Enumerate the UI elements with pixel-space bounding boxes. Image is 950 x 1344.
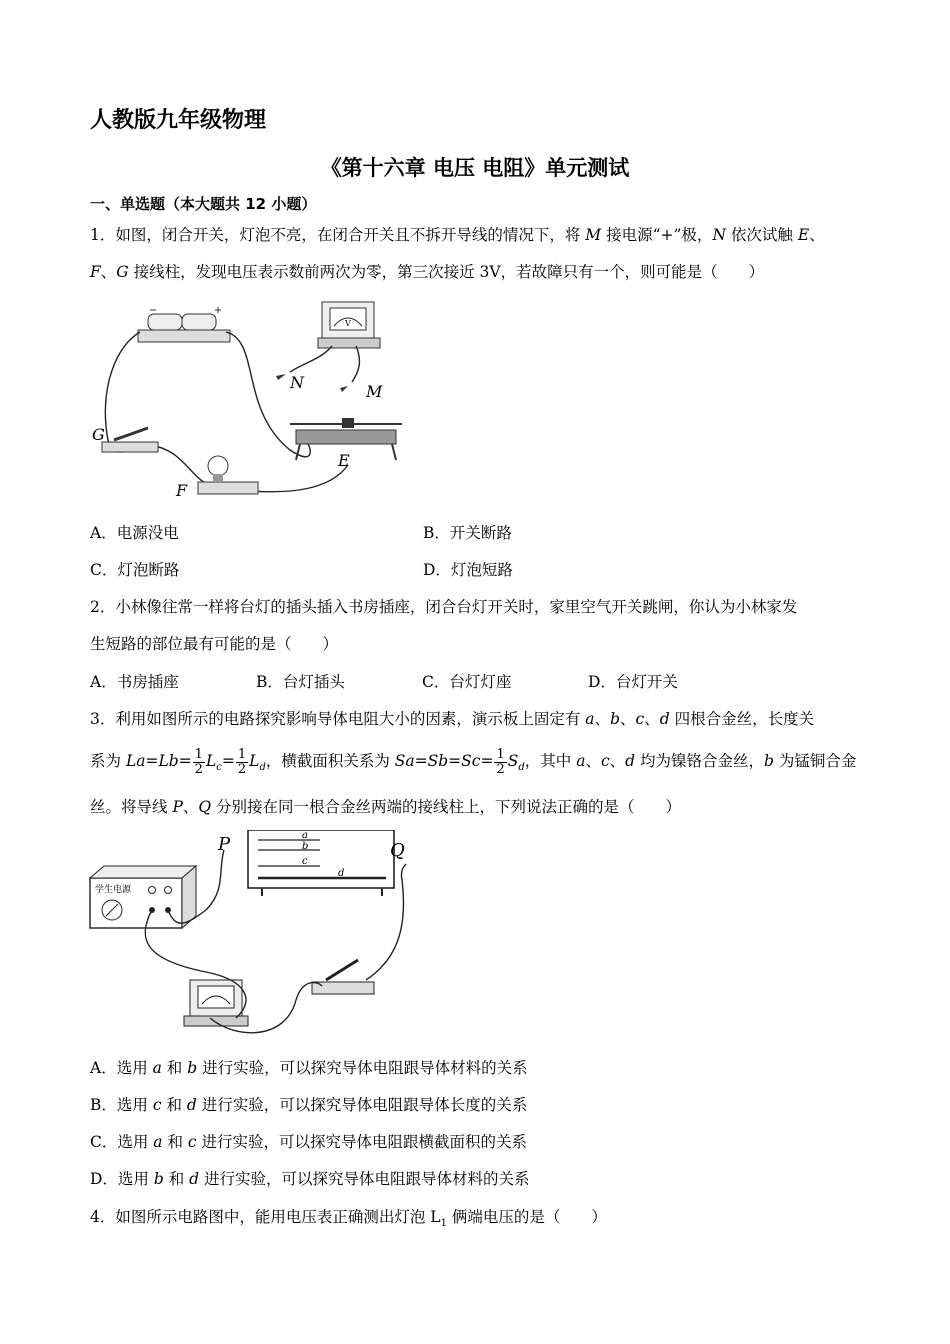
q1-line2: F、G 接线柱，发现电压表示数前两次为零，第三次接近 3V，若故障只有一个，则可能是（ ） <box>90 263 765 281</box>
q2-option-a: A．书房插座 <box>90 673 179 691</box>
battery-icon <box>138 307 230 342</box>
switch-icon <box>312 960 374 994</box>
probe-m-icon <box>340 386 348 392</box>
bulb-icon <box>198 456 258 494</box>
q3-line3: 丝。将导线 P、Q 分别接在同一根合金丝两端的接线柱上，下列说法正确的是（ ） <box>90 798 682 816</box>
q2-option-d: D．台灯开关 <box>588 673 678 691</box>
svg-text:b: b <box>302 841 309 852</box>
voltmeter-icon <box>318 302 380 348</box>
svg-text:Q: Q <box>390 840 405 861</box>
q1-option-a: A．电源没电 <box>90 524 179 542</box>
probe-n-icon <box>276 374 286 380</box>
q1-circuit-figure <box>90 300 420 510</box>
q3-circuit-figure <box>86 830 426 1052</box>
q3-option-b: B．选用 c 和 d 进行实验，可以探究导体电阻跟导体长度的关系 <box>90 1096 528 1114</box>
section-heading: 一、单选题（本大题共 12 小题） <box>90 195 317 213</box>
q1-option-d: D．灯泡短路 <box>423 561 513 579</box>
q2-option-b: B．台灯插头 <box>256 673 345 691</box>
svg-text:N: N <box>290 373 304 392</box>
ammeter-icon <box>184 980 248 1026</box>
svg-text:P: P <box>218 834 231 855</box>
svg-text:学生电源: 学生电源 <box>95 885 132 895</box>
svg-text:a: a <box>302 830 308 841</box>
q1-line1: 1．如图，闭合开关，灯泡不亮，在闭合开关且不拆开导线的情况下，将 M 接电源“+”极，N 依次试触 E、 <box>90 226 825 244</box>
q2-line1: 2．小林像往常一样将台灯的插头插入书房插座，闭合台灯开关时，家里空气开关跳闸，你认为小林家发 <box>90 598 798 616</box>
q2-option-c: C．台灯灯座 <box>422 673 512 691</box>
power-supply-icon <box>90 866 196 928</box>
switch-icon <box>102 428 158 452</box>
svg-text:d: d <box>338 868 345 879</box>
q3-option-a: A．选用 a 和 b 进行实验，可以探究导体电阻跟导体材料的关系 <box>90 1059 528 1077</box>
q2-line2: 生短路的部位最有可能的是（ ） <box>90 635 339 653</box>
demo-board-icon <box>248 830 394 896</box>
subject-heading: 人教版九年级物理 <box>90 108 267 133</box>
svg-text:F: F <box>176 481 188 500</box>
svg-text:c: c <box>302 856 308 867</box>
q3-option-d: D．选用 b 和 d 进行实验，可以探究导体电阻跟导体材料的关系 <box>90 1170 530 1188</box>
svg-text:G: G <box>92 425 105 444</box>
q3-line1: 3．利用如图所示的电路探究影响导体电阻大小的因素，演示板上固定有 a、b、c、d 四根合金丝，长度关 <box>90 710 815 728</box>
q4-line1: 4．如图所示电路图中，能用电压表正确测出灯泡 $L_1$ 俩端电压的是（ ） <box>90 1208 607 1230</box>
svg-text:E: E <box>338 451 350 470</box>
q3-line2: 系为 La=Lb= $\frac{1}{2}$ $L_c=$ $\frac{1}{2}$ $L_d$，横截面积关系为 Sa=Sb=Sc= $\frac{1}{2}$ $S_d$，其中 a、c、d 均为镍铬合金丝，b 为锰铜合金 <box>90 746 857 777</box>
svg-text:M: M <box>366 382 383 401</box>
q1-option-b: B．开关断路 <box>423 524 512 542</box>
svg-text:V: V <box>345 319 351 328</box>
q3-option-c: C．选用 a 和 c 进行实验，可以探究导体电阻跟横截面积的关系 <box>90 1133 528 1151</box>
page-title: 《第十六章 电压 电阻》单元测试 <box>320 156 630 180</box>
q1-option-c: C．灯泡断路 <box>90 561 180 579</box>
